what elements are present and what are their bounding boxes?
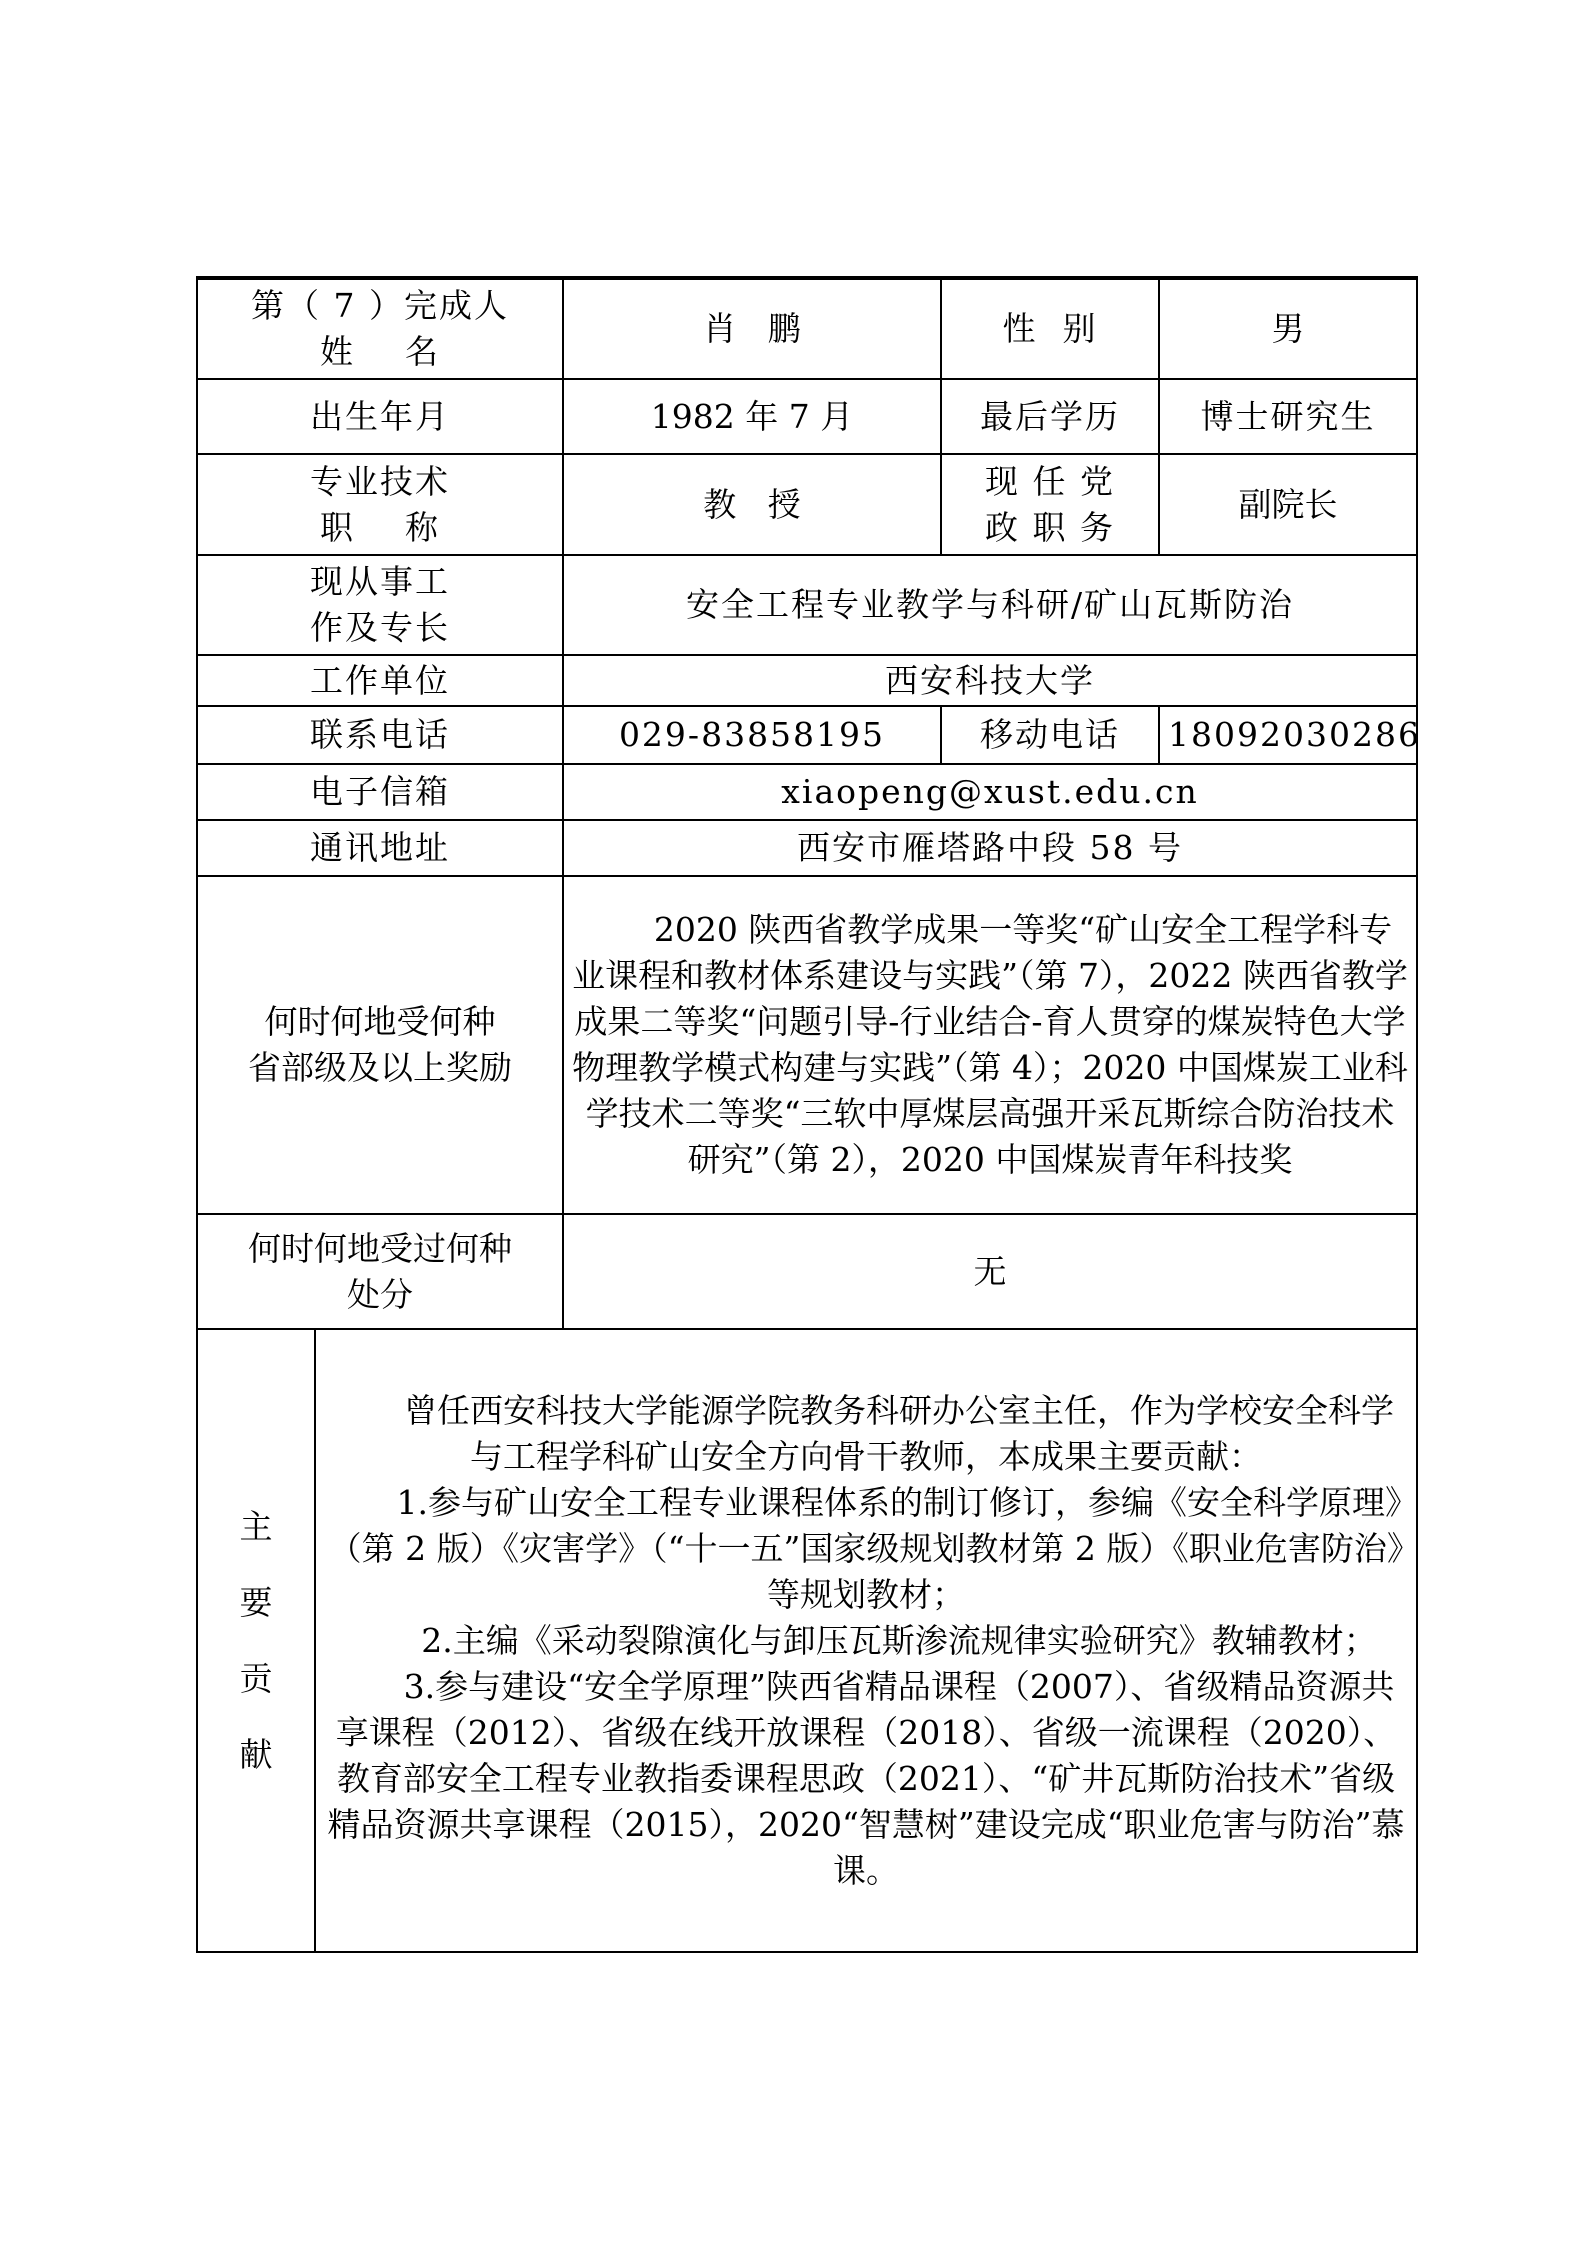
contribution-label-char: 贡 [239,1658,273,1698]
row-punish [197,1214,1417,1329]
education-label: 最后学历 [941,379,1159,454]
gender-label: 性 别 [941,279,1159,379]
contribution-label [197,1329,315,1952]
unit-label: 工作单位 [197,655,563,706]
mobile-label: 移动电话 [941,706,1159,764]
contribution-label-char: 主 [239,1506,273,1546]
name-label: 第（ 7 ）完成人 姓 名 [197,279,563,379]
contribution-value [315,1329,1417,1952]
row-title [197,454,1417,555]
awards-label: 何时何地受何种 省部级及以上奖励 [197,876,563,1214]
post-value: 副院长 [1159,454,1417,555]
contribution-paragraph: 3.参与建设“安全学原理”陕西省精品课程（2007）、省级精品资源共享课程（2012）、省级在线开放课程（2018）、省级一流课程（2020）、教育部安全工程专业教指委课程思政（2021）、“矿井瓦斯防治技术”省级精品资源共享课程（2015），2020“智慧树”建设完成“职业危害与防治”慕课。 [327,1666,1405,1890]
title-value: 教 授 [563,454,941,555]
row-name [197,279,1417,379]
work-label: 现从事工 作及专长 [197,555,563,655]
row-email [197,764,1417,820]
punish-value: 无 [563,1214,1417,1329]
row-phone [197,706,1417,764]
row-unit [197,655,1417,706]
email-value: xiaopeng@xust.edu.cn [563,764,1417,820]
personnel-form-table [196,276,1421,1953]
row-awards [197,876,1417,1214]
contribution-label-char: 献 [239,1734,273,1774]
birth-value: 1982 年 7 月 [563,379,941,454]
contribution-paragraph: 1.参与矿山安全工程专业课程体系的制订修订，参编《安全科学原理》（第 2 版）《灾害学》（“十一五”国家级规划教材第 2 版）《职业危害防治》等规划教材； [328,1482,1404,1614]
row-contribution [197,1329,1417,1952]
address-label: 通讯地址 [197,820,563,876]
awards-text: 2020 陕西省教学成果一等奖“矿山安全工程学科专业课程和教材体系建设与实践”（第 7），2022 陕西省教学成果二等奖“问题引导-行业结合-育人贯穿的煤炭特色大学物理教学模式构建与实践”（第 4）；2020 中国煤炭工业科学技术二等奖“三软中厚煤层高强开采瓦斯综合防治技术研究”（第 2），2020 中国煤炭青年科技奖 [572,910,1408,1179]
awards-value [563,876,1417,1214]
address-value: 西安市雁塔路中段 58 号 [563,820,1417,876]
title-label: 专业技术 职 称 [197,454,563,555]
row-birth [197,379,1417,454]
row-work [197,555,1417,655]
gender-value: 男 [1159,279,1417,379]
mobile-value: 18092030286 [1159,706,1417,764]
work-value: 安全工程专业教学与科研/矿山瓦斯防治 [563,555,1417,655]
phone-label: 联系电话 [197,706,563,764]
education-value: 博士研究生 [1159,379,1417,454]
contribution-paragraph: 2.主编《采动裂隙演化与卸压瓦斯渗流规律实验研究》教辅教材； [421,1620,1377,1660]
name-value: 肖 鹏 [563,279,941,379]
phone-value: 029-83858195 [563,706,941,764]
birth-label: 出生年月 [197,379,563,454]
email-label: 电子信箱 [197,764,563,820]
punish-label: 何时何地受过何种 处分 [197,1214,563,1329]
row-address [197,820,1417,876]
post-label: 现 任 党 政 职 务 [941,454,1159,555]
contribution-label-char: 要 [239,1582,273,1622]
unit-value: 西安科技大学 [563,655,1417,706]
contribution-paragraph: 曾任西安科技大学能源学院教务科研办公室主任，作为学校安全科学与工程学科矿山安全方向骨干教师，本成果主要贡献： [404,1390,1394,1476]
